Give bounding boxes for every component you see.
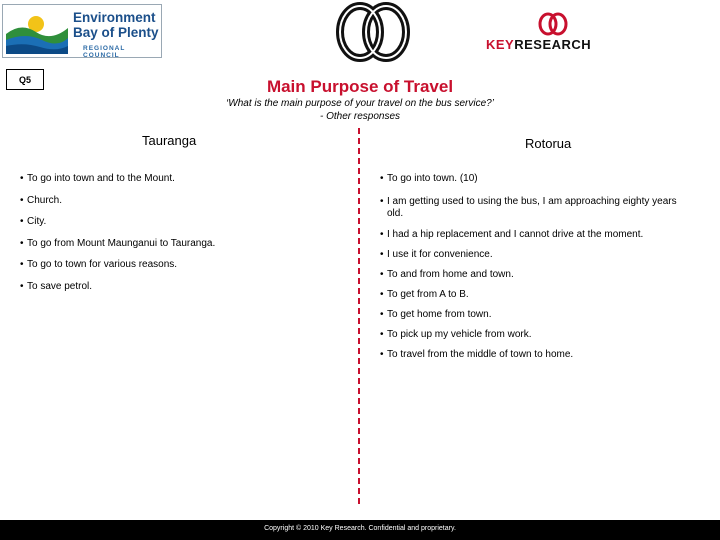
page-title: Main Purpose of Travel [266,77,454,96]
list-item: • To pick up my vehicle from work. [380,329,700,341]
list-item: • City. [20,216,340,228]
logo-text-environment: Environment [73,10,156,25]
logo-text-regional-council: REGIONAL COUNCIL [83,45,126,59]
rings-logo-icon [334,2,412,62]
column-heading-rotorua: Rotorua [525,136,572,151]
list-item: • I am getting used to using the bus, I am approaching eighty years old. [380,196,700,220]
list-item: • To get from A to B. [380,289,700,301]
question-subtitle [0,97,720,123]
list-item: • To travel from the middle of town to home. [380,349,700,361]
key-research-logo [478,12,630,56]
list-item: • To go from Mount Maunganui to Tauranga. [20,238,340,250]
key-research-wordmark [486,37,591,52]
environment-bop-logo [2,4,162,58]
list-item: • I use it for convenience. [380,249,700,261]
subtitle-note: - Other responses [319,111,401,122]
landscape-logo-icon [6,8,68,54]
list-item: • To go to town for various reasons. [20,259,340,271]
copyright-text: Copyright © 2010 Key Research. Confidential and proprietary. [264,525,456,532]
column-divider [358,128,360,504]
list-item: • To go into town and to the Mount. [20,173,340,185]
list-item: • I had a hip replacement and I cannot drive at the moment. [380,229,700,241]
list-item: • To go into town. (10) [380,173,700,185]
rotorua-responses-list [380,173,700,369]
list-item: • Church. [20,195,340,207]
list-item: • To save petrol. [20,281,340,293]
key-research-rings-icon [478,12,630,36]
list-item: • To and from home and town. [380,269,700,281]
column-heading-tauranga: Tauranga [142,133,197,148]
subtitle-question: ‘What is the main purpose of your travel on the bus service?’ [226,98,494,109]
wordmark-key: KEY [486,37,515,52]
tauranga-responses-list [20,173,340,302]
list-item: • To get home from town. [380,309,700,321]
wordmark-research: RESEARCH [514,37,592,52]
question-badge: Q5 [6,69,44,90]
logo-text-bay-of-plenty: Bay of Plenty [73,25,159,40]
